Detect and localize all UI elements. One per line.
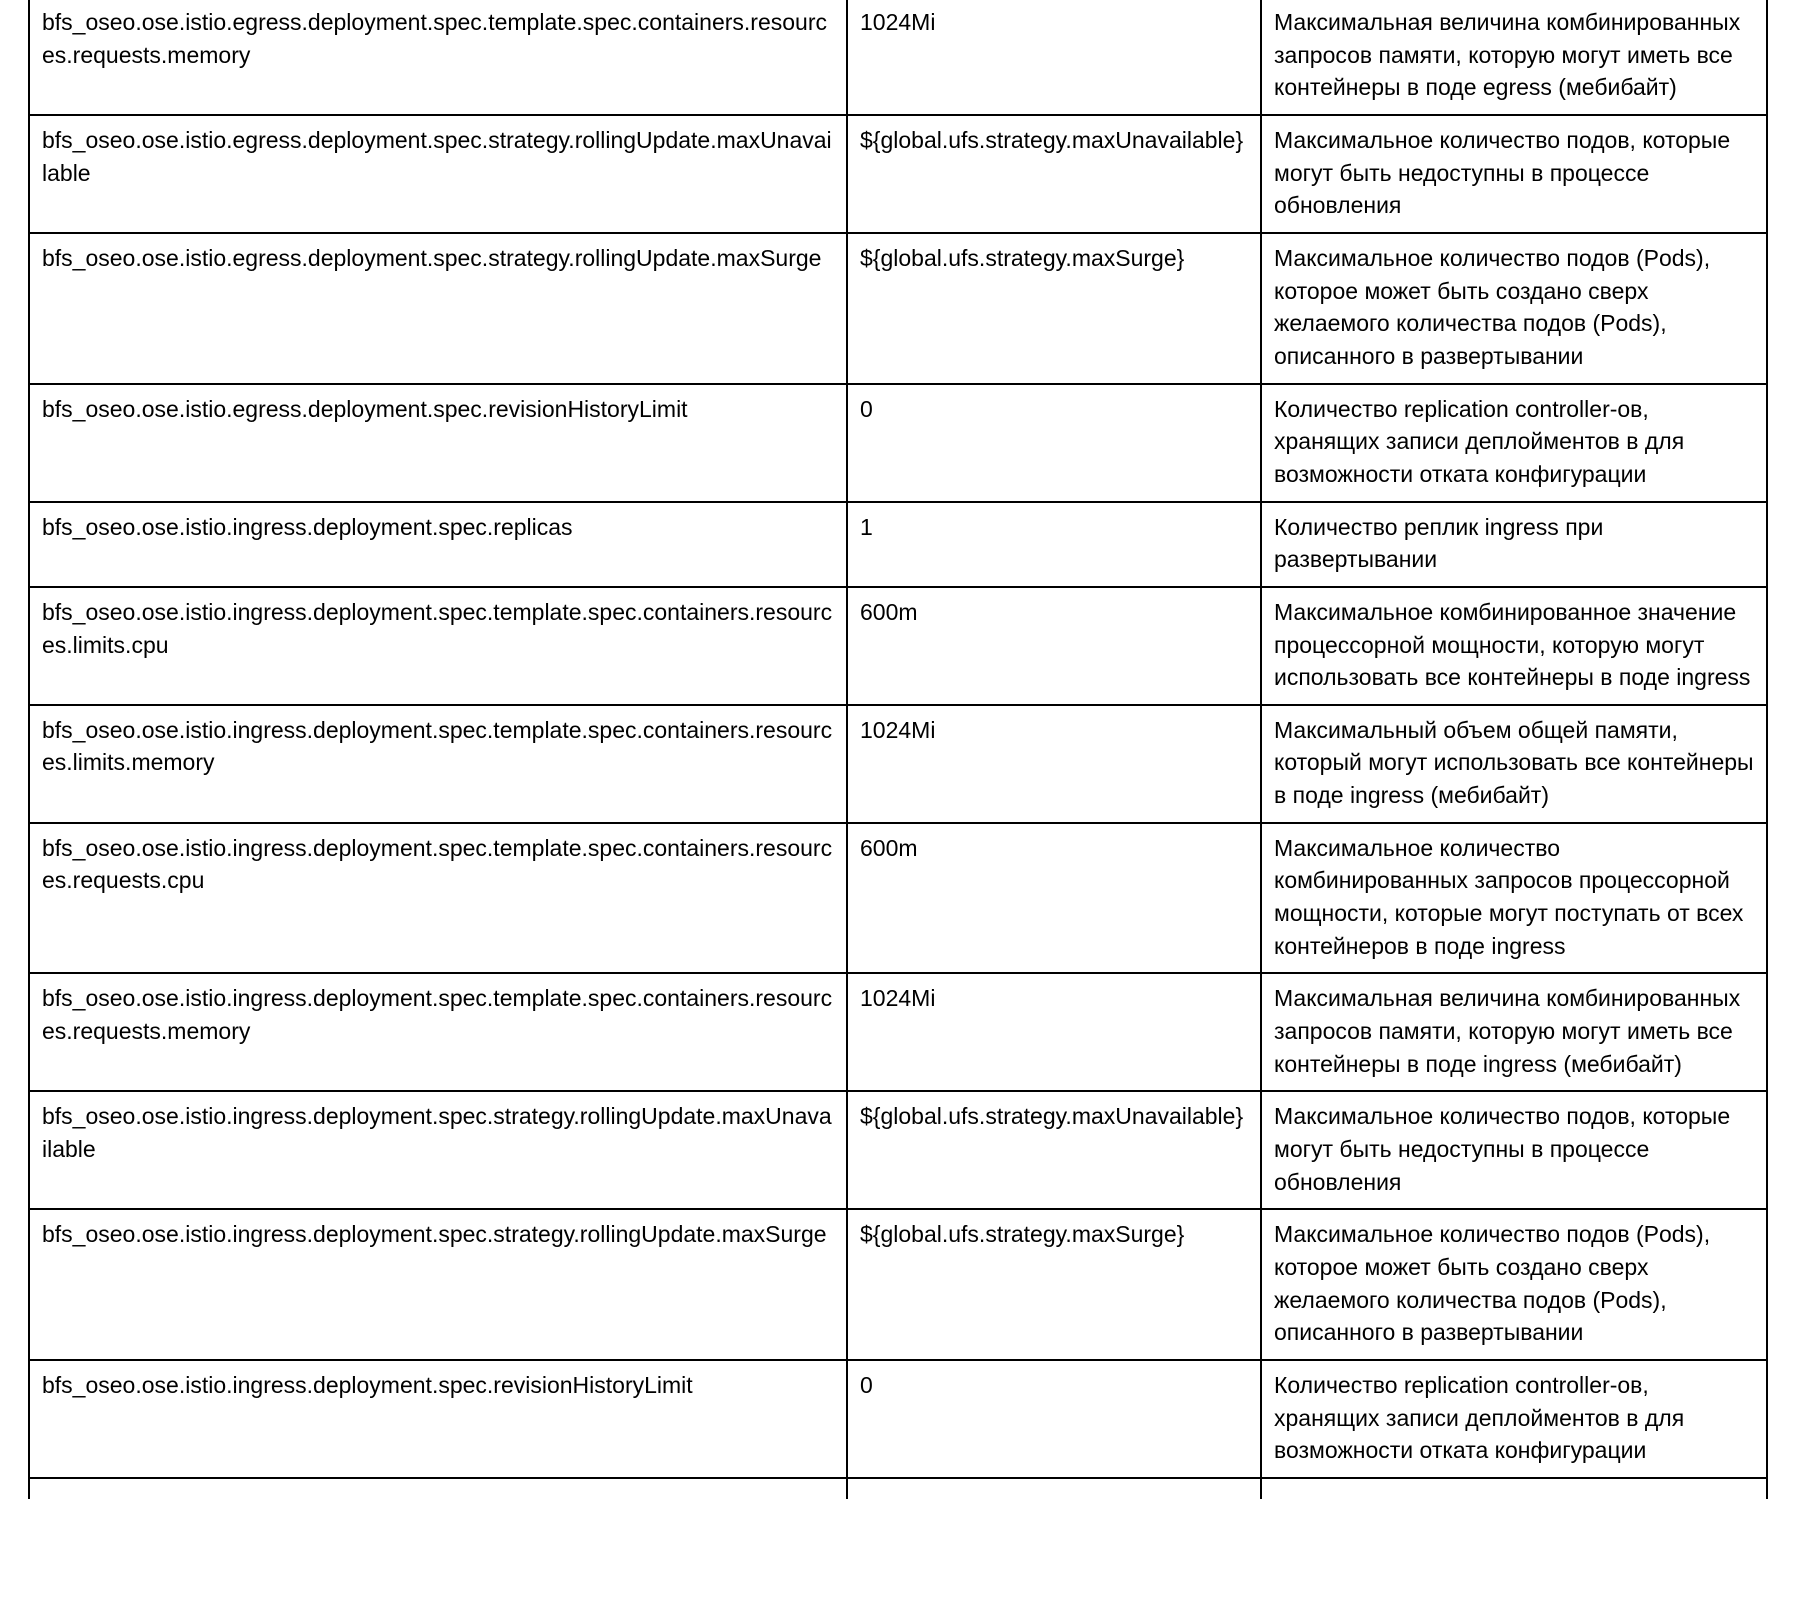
parameter-key: bfs_oseo.ose.istio.egress.deployment.spec.strategy.rollingUpdate.maxSurge — [29, 233, 847, 384]
table-row — [29, 233, 1767, 384]
table-row — [29, 384, 1767, 502]
parameter-table — [28, 0, 1768, 1499]
parameter-description — [1261, 1478, 1767, 1499]
table-row — [29, 502, 1767, 587]
parameter-key: bfs_oseo.ose.istio.ingress.deployment.spec.template.spec.containers.resources.requests.memory — [29, 973, 847, 1091]
parameter-value: 1024Mi — [847, 705, 1261, 823]
parameter-value: 600m — [847, 587, 1261, 705]
parameter-description: Максимальное количество подов, которые могут быть недоступны в процессе обновления — [1261, 1091, 1767, 1209]
parameter-key — [29, 1478, 847, 1499]
table-row — [29, 1360, 1767, 1478]
parameter-description: Максимальное количество подов, которые могут быть недоступны в процессе обновления — [1261, 115, 1767, 233]
parameter-key: bfs_oseo.ose.istio.egress.deployment.spec.template.spec.containers.resources.requests.memory — [29, 0, 847, 115]
parameter-value: ${global.ufs.strategy.maxSurge} — [847, 233, 1261, 384]
parameter-description: Количество replication controller-ов, хранящих записи деплойментов в для возможности отката конфигурации — [1261, 1360, 1767, 1478]
parameter-description: Максимальная величина комбинированных запросов памяти, которую могут иметь все контейнеры в поде egress (мебибайт) — [1261, 0, 1767, 115]
table-row — [29, 705, 1767, 823]
parameter-value: ${global.ufs.strategy.maxUnavailable} — [847, 115, 1261, 233]
parameter-value: 1 — [847, 502, 1261, 587]
parameter-key: bfs_oseo.ose.istio.ingress.deployment.spec.template.spec.containers.resources.limits.memory — [29, 705, 847, 823]
parameter-description: Максимальное количество подов (Pods), которое может быть создано сверх желаемого количества подов (Pods), описанного в развертывании — [1261, 233, 1767, 384]
parameter-table-body — [29, 0, 1767, 1499]
table-row — [29, 973, 1767, 1091]
parameter-description: Количество реплик ingress при развертывании — [1261, 502, 1767, 587]
table-row — [29, 115, 1767, 233]
parameter-value: ${global.ufs.strategy.maxSurge} — [847, 1209, 1261, 1360]
parameter-key: bfs_oseo.ose.istio.ingress.deployment.spec.template.spec.containers.resources.requests.cpu — [29, 823, 847, 974]
parameter-description: Максимальный объем общей памяти, который могут использовать все контейнеры в поде ingress (мебибайт) — [1261, 705, 1767, 823]
parameter-value — [847, 1478, 1261, 1499]
parameter-value: 600m — [847, 823, 1261, 974]
table-row — [29, 1091, 1767, 1209]
parameter-key: bfs_oseo.ose.istio.ingress.deployment.spec.replicas — [29, 502, 847, 587]
parameter-value: 0 — [847, 1360, 1261, 1478]
parameter-key: bfs_oseo.ose.istio.egress.deployment.spec.strategy.rollingUpdate.maxUnavailable — [29, 115, 847, 233]
parameter-key: bfs_oseo.ose.istio.ingress.deployment.spec.strategy.rollingUpdate.maxSurge — [29, 1209, 847, 1360]
table-row — [29, 823, 1767, 974]
parameter-key: bfs_oseo.ose.istio.ingress.deployment.spec.strategy.rollingUpdate.maxUnavailable — [29, 1091, 847, 1209]
table-row-clipped — [29, 1478, 1767, 1499]
parameter-key: bfs_oseo.ose.istio.egress.deployment.spec.revisionHistoryLimit — [29, 384, 847, 502]
parameter-description: Максимальное комбинированное значение процессорной мощности, которую могут использовать все контейнеры в поде ingress — [1261, 587, 1767, 705]
parameter-value: 1024Mi — [847, 0, 1261, 115]
table-row — [29, 0, 1767, 115]
parameter-key: bfs_oseo.ose.istio.ingress.deployment.spec.template.spec.containers.resources.limits.cpu — [29, 587, 847, 705]
parameter-value: 1024Mi — [847, 973, 1261, 1091]
parameter-key: bfs_oseo.ose.istio.ingress.deployment.spec.revisionHistoryLimit — [29, 1360, 847, 1478]
parameter-description: Максимальное количество комбинированных запросов процессорной мощности, которые могут поступать от всех контейнеров в поде ingress — [1261, 823, 1767, 974]
parameter-description: Максимальное количество подов (Pods), которое может быть создано сверх желаемого количества подов (Pods), описанного в развертывании — [1261, 1209, 1767, 1360]
table-row — [29, 1209, 1767, 1360]
parameter-description: Максимальная величина комбинированных запросов памяти, которую могут иметь все контейнеры в поде ingress (мебибайт) — [1261, 973, 1767, 1091]
parameter-value: ${global.ufs.strategy.maxUnavailable} — [847, 1091, 1261, 1209]
table-row — [29, 587, 1767, 705]
parameter-description: Количество replication controller-ов, хранящих записи деплойментов в для возможности отката конфигурации — [1261, 384, 1767, 502]
parameter-value: 0 — [847, 384, 1261, 502]
